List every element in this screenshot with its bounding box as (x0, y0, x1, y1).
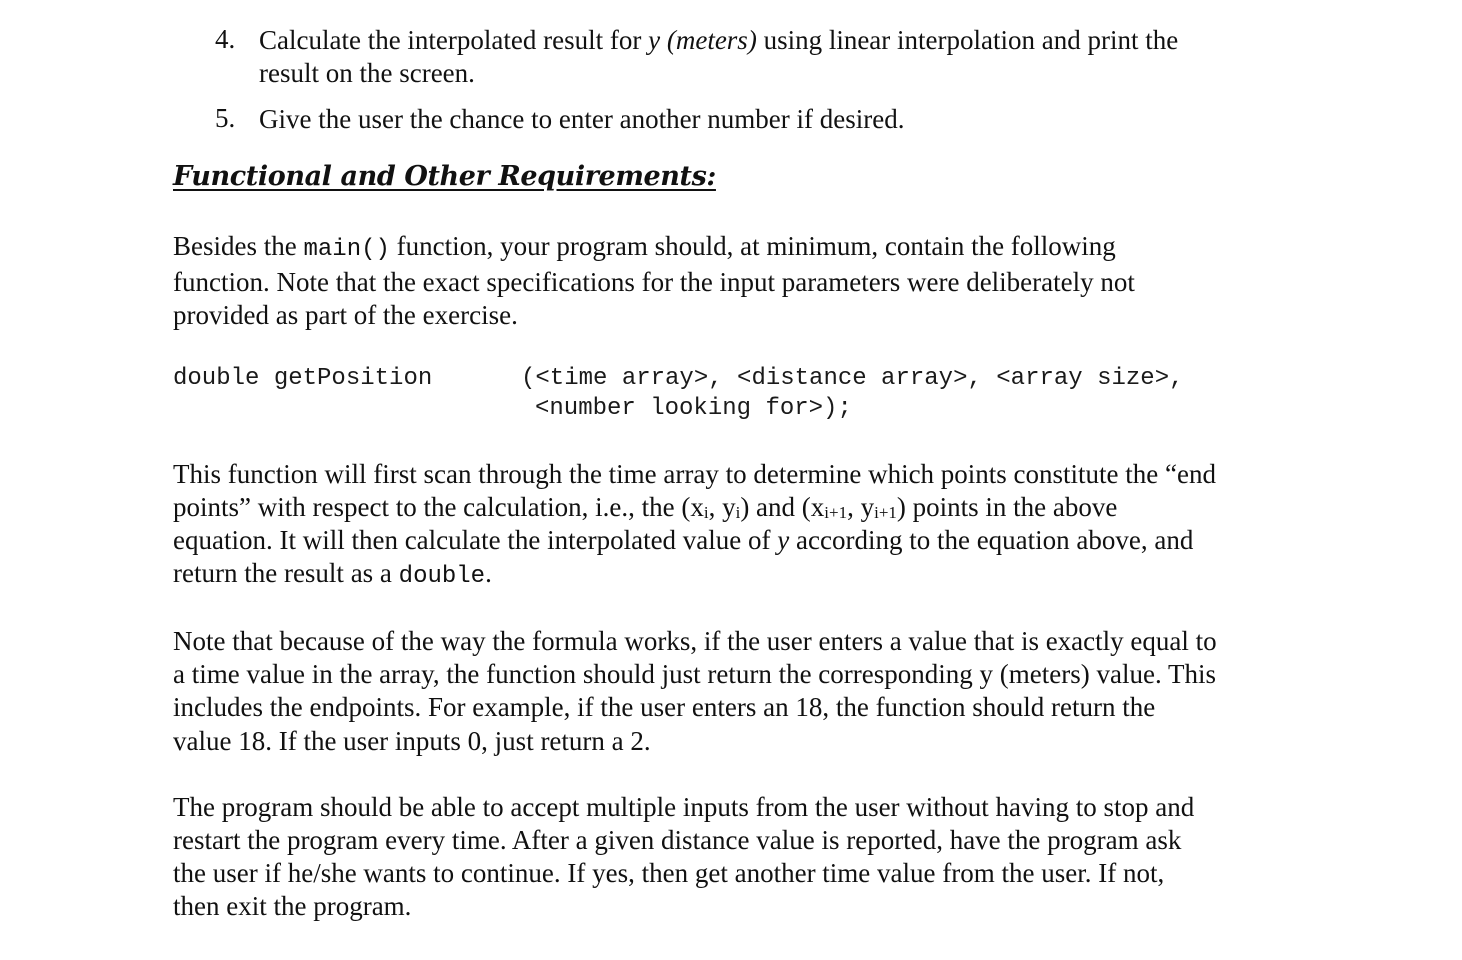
paragraph-2-text: points” with respect to the calculation, i.e., the (x (173, 492, 704, 522)
paragraph-4-line-1: The program should be able to accept multiple inputs from the user without having to stop and (173, 792, 1195, 822)
paragraph-3-line-3: includes the endpoints. For example, if the user enters an 18, the function should return the (173, 692, 1156, 722)
comma-y: , y (708, 492, 736, 522)
variable-y-meters: y (meters) (648, 25, 757, 55)
comma-y-2: , y (847, 492, 875, 522)
paragraph-3-line-2: a time value in the array, the function should just return the corresponding y (meters) value. This (173, 659, 1216, 689)
inline-code-main: main() (303, 236, 390, 263)
close-and: ) and (x (740, 492, 825, 522)
paragraph-2-line-4-period: . (485, 558, 492, 588)
list-item-5-text: Give the user the chance to enter another number if desired. (259, 104, 905, 134)
paragraph-3-line-1: Note that because of the way the formula works, if the user enters a value that is exactly equal to (173, 626, 1217, 656)
subscript-i: i (703, 503, 709, 522)
list-item-4-text: Calculate the interpolated result for (259, 25, 649, 55)
list-item-4-line-1 (259, 24, 1178, 57)
list-item-4-line-2: result on the screen. (259, 58, 475, 88)
paragraph-3-line-4: value 18. If the user inputs 0, just return a 2. (173, 726, 651, 756)
list-number-4: 4. (215, 24, 236, 54)
paragraph-2-line-4-text: return the result as a (173, 558, 399, 588)
paragraph-2-line-4 (173, 557, 492, 593)
paragraph-2-line-3 (173, 524, 1193, 557)
subscript-i-plus-1-y: i+1 (874, 503, 897, 522)
paragraph-1-text: Besides the (173, 231, 304, 261)
paragraph-4-line-3: the user if he/she wants to continue. If yes, then get another time value from the user. If not, (173, 858, 1165, 888)
section-heading: Functional and Other Requirements: (173, 161, 716, 192)
code-params-line-1: (<time array>, <distance array>, <array size>, (521, 365, 1184, 392)
subscript-i-plus-1-x: i+1 (824, 503, 848, 522)
paragraph-2-line-3-text-continued: according to the equation above, and (789, 525, 1194, 555)
paragraph-1-line-3: provided as part of the exercise. (173, 300, 518, 330)
paragraph-1-line-2: function. Note that the exact specifications for the input parameters were deliberately not (173, 267, 1135, 297)
code-signature: double getPosition (173, 365, 433, 392)
code-params-line-2: <number looking for>); (535, 395, 852, 422)
paragraph-2-text-continued: ) points in the above (896, 492, 1118, 522)
paragraph-2-line-3-text: equation. It will then calculate the interpolated value of (173, 525, 778, 555)
subscript-i-y: i (735, 503, 741, 522)
paragraph-1-text-continued: function, your program should, at minimum, contain the following (389, 231, 1116, 261)
paragraph-2-line-2 (173, 491, 1117, 524)
paragraph-1-line-1 (173, 230, 1116, 266)
list-item-4-text-continued: using linear interpolation and print the (756, 25, 1179, 55)
paragraph-2-line-1: This function will first scan through the time array to determine which points constitute the “end (173, 459, 1216, 489)
inline-code-double: double (398, 563, 486, 590)
variable-y: y (777, 525, 790, 555)
paragraph-4-line-2: restart the program every time. After a given distance value is reported, have the program ask (173, 825, 1182, 855)
paragraph-4-line-4: then exit the program. (173, 891, 412, 921)
list-number-5: 5. (215, 103, 236, 133)
